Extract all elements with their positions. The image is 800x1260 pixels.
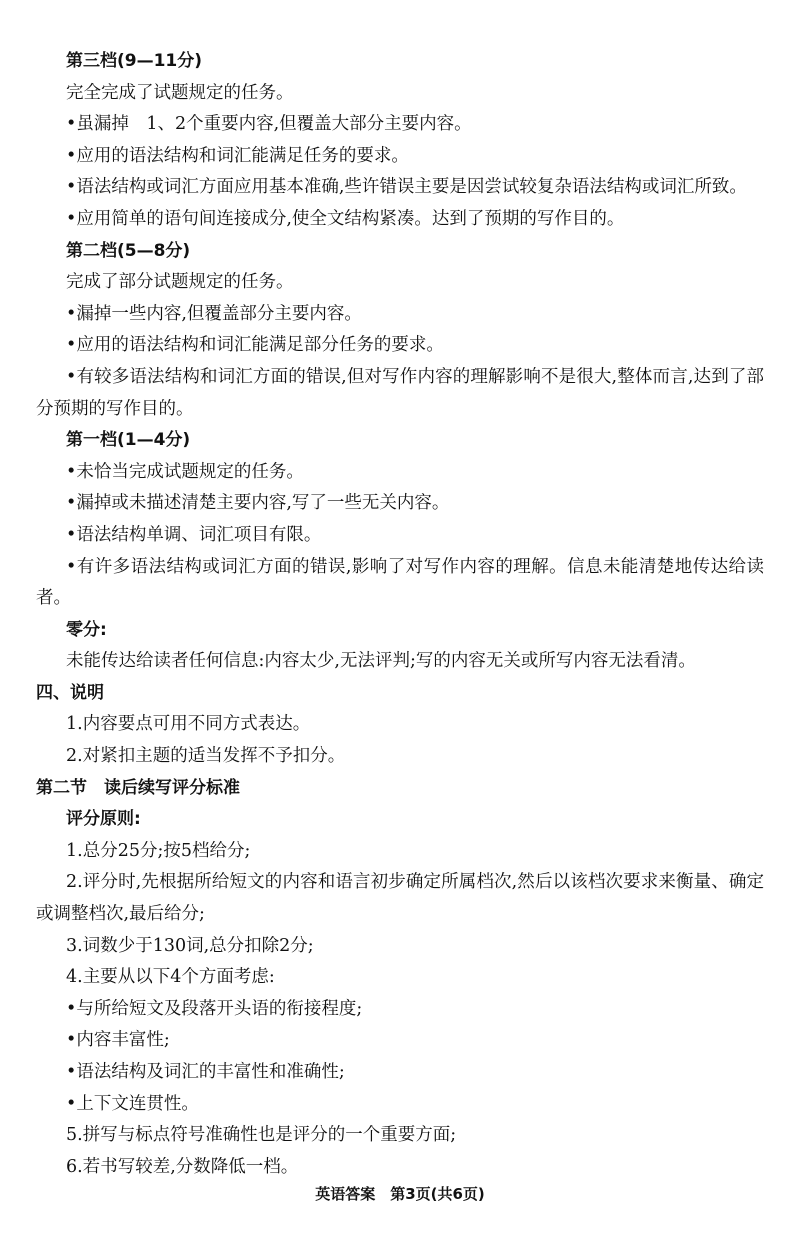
notes-heading: 四、说明 [36,682,104,703]
notes-line: 1.内容要点可用不同方式表达。 [66,714,311,735]
tier1-line: •漏掉或未描述清楚主要内容,写了一些无关内容。 [66,493,450,514]
principle-item: 5.拼写与标点符号准确性也是评分的一个重要方面; [66,1125,457,1146]
tier2-line: 完成了部分试题规定的任务。 [66,272,294,293]
tier1-line: •语法结构单调、词汇项目有限。 [66,524,322,545]
tier3-line: •应用简单的语句间连接成分,使全文结构紧凑。达到了预期的写作目的。 [66,208,625,229]
principle-item-paragraph: 2.评分时,先根据所给短文的内容和语言初步确定所属档次,然后以该档次要求来衡量、确定或调整档次,最后给分; [36,872,764,925]
section2-heading: 第二节 读后续写评分标准 [36,777,240,798]
tier0-line: 未能传达给读者任何信息:内容太少,无法评判;写的内容无关或所写内容无法看清。 [66,651,696,672]
principle-item: 3.词数少于130词,总分扣除2分; [66,935,314,956]
principle-bullet: •内容丰富性; [66,1030,170,1051]
tier3-line: •语法结构或词汇方面应用基本准确,些许错误主要是因尝试较复杂语法结构或词汇所致。 [66,177,747,198]
principle-item: 4.主要从以下4个方面考虑: [66,967,275,988]
tier1-line: •未恰当完成试题规定的任务。 [66,461,304,482]
tier2-heading: 第二档(5—8分) [66,240,191,261]
tier1-heading: 第一档(1—4分) [66,430,191,451]
notes-line: 2.对紧扣主题的适当发挥不予扣分。 [66,746,346,767]
tier3-line: •应用的语法结构和词汇能满足任务的要求。 [66,145,409,166]
principle-bullet: •语法结构及词汇的丰富性和准确性; [66,1062,345,1082]
principle-item: 6.若书写较差,分数降低一档。 [66,1156,299,1177]
tier2-paragraph: •有较多语法结构和词汇方面的错误,但对写作内容的理解影响不是很大,整体而言,达到了部分预期的写作目的。 [36,366,764,419]
tier2-line: •漏掉一些内容,但覆盖部分主要内容。 [66,303,362,324]
principle-bullet: •与所给短文及段落开头语的衔接程度; [66,998,363,1019]
principle-bullet: •上下文连贯性。 [66,1093,199,1114]
tier1-paragraph: •有许多语法结构或词汇方面的错误,影响了对写作内容的理解。信息未能清楚地传达给读者。 [36,556,764,609]
principle-item: 1.总分25分;按5档给分; [66,840,251,861]
page-footer: 英语答案 第3页(共6页) [315,1185,485,1203]
tier3-heading: 第三档(9—11分) [66,51,203,71]
tier0-heading: 零分: [66,619,107,640]
principles-heading: 评分原则: [66,809,141,830]
tier2-line: •应用的语法结构和词汇能满足部分任务的要求。 [66,335,444,356]
tier3-line: 完全完成了试题规定的任务。 [66,82,294,103]
tier3-line: •虽漏掉 1、2个重要内容,但覆盖大部分主要内容。 [66,114,472,135]
